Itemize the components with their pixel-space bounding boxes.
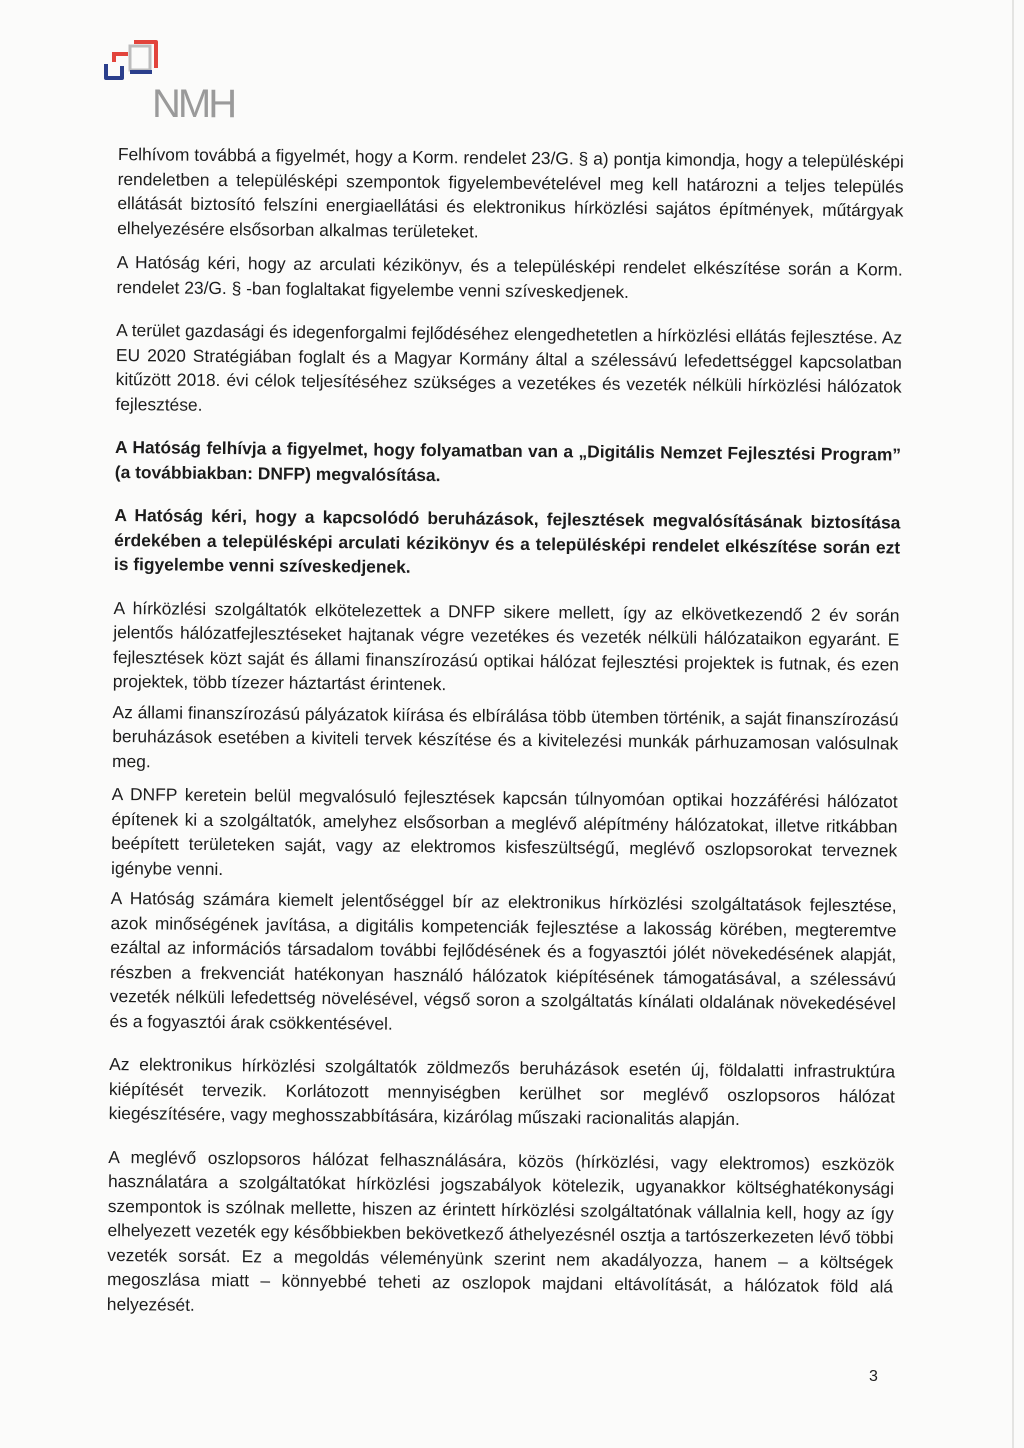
logo-gray-square [130,46,150,70]
document-body [107,142,904,1323]
paragraph-9: A Hatóság számára kiemelt jelentőséggel bír az elektronikus hírközlési szolgáltatások fejlesztése, azok minőségének javítása, a digitális kompetenciák fejlesztése a lakosság körében, megteremtve ezáltal az információs társadalom további fejlődésének és a fogyasztói jólét növekedésének alapját, részben a frekvenciát hatékonyan használó hálózatok kiépítésének támogatásával, a szélessávú vezeték nélküli lefedettség növelésével, végső soron a szolgáltatás kínálati oldalának növekedésével és a fogyasztói árak csökkentésével. [109,887,897,1034]
paragraph-10: Az elektronikus hírközlési szolgáltatók zöldmezős beruházások esetén új, földalatti infrastruktúra kiépítését tervezik. Korlátozott mennyiségben kerülhet sor meglévő oszlopsoros hálózat kiegészítésére, vagy meghosszabbítására, kizárólag műszaki racionalitás alapján. [108,1053,896,1130]
paragraph-2: A Hatóság kéri, hogy az arculati kézikönyv, és a településképi rendelet elkészítése során a Korm. rendelet 23/G. § -ban foglaltakat figyelembe venni szíveskedjenek. [116,251,903,302]
paragraph-11: A meglévő oszlopsoros hálózat felhasználására, közös (hírközlési, vagy elektromos) eszközök használatára a szolgáltatókat hírközlési jogszabályok kötelezik, ugyanakkor költséghatékonysági szempontok is szólnak mellette, hiszen az érintett hírközlési szolgáltatónak vállalnia kell, hogy az így elhelyezett vezeték egy későbbiekben bekövetkező áthelyezésnél osztja a tartószerkezeten lévő többi vezeték sorsát. Ez a megoldás véleményünk szerint nem akadályozza, hanem – a költségek megoszlása miatt – könnyebbé teheti az oszlopok majdani eltávolítását, a hálózatok föld alá helyezését. [106,1146,895,1315]
logo-red-bracket [114,54,128,62]
scan-edge [1012,0,1014,1448]
paragraph-5-bold: A Hatóság kéri, hogy a kapcsolódó beruházások, fejlesztések megvalósításának biztosítása érdekében a településképi arculati kézikönyv és a településképi rendelet elkészítése során ezt is figyelembe venni szíveskedjenek. [113,504,901,577]
paragraph-6: A hírközlési szolgáltatók elkötelezettek a DNFP sikere mellett, így az elkövetkezendő 2 év során jelentős hálózatfejlesztéseket hajtanak végre vezetékes és vezeték nélküli hálózataikon egyaránt. E fejlesztések közt saját és állami finanszírozású optikai hálózat fejlesztési projektek is futnak, és ezen projektek, több tízezer háztartást érintenek. [112,597,900,695]
paragraph-1: Felhívom továbbá a figyelmét, hogy a Korm. rendelet 23/G. § a) pontja kimondja, hogy a településképi rendeletben a településképi szempontok figyelembevételével meg kell határozni a teljes település ellátását biztosító felszíni energiaellátási és elektronikus hírközlési sajátos építmények, műtárgyak elhelyezésére elsősorban alkalmas területeket. [117,143,904,241]
paragraph-7: Az állami finanszírozású pályázatok kiírása és elbírálása több ütemben történik, a saját finanszírozású beruházások esetében a kiviteli tervek készítése és a kivitelezési munkák párhuzamosan valósulnak meg. [111,701,899,771]
logo-blue-square [106,64,122,78]
logo-text: NMH [152,82,235,126]
page-number: 3 [869,1368,878,1385]
paragraph-8: A DNFP keretein belül megvalósuló fejlesztések kapcsán túlnyomóan optikai hozzáférési hálózatot építenek ki a szolgáltatók, amelyhez elsősorban a meglévő alépítmény hálózatokat, illetve ritkábban beépített területeken saját, vagy az elektromos kisfeszültségű, meglévő oszlopsorokat terveznek igénybe venni. [110,783,898,879]
paragraph-3: A terület gazdasági és idegenforgalmi fejlődéséhez elengedhetetlen a hírközlési ellátás fejlesztése. Az EU 2020 Stratégiában foglalt és a Magyar Kormány által a szélessávú lefedettséggel kapcsolatban kitűzött 2018. évi célok teljesítéséhez szükséges a vezetékes és vezeték nélküli hírközlési hálózatok fejlesztése. [115,319,903,415]
nmh-logo [100,36,260,126]
paragraph-4-bold: A Hatóság felhívja a figyelmet, hogy folyamatban van a „Digitális Nemzet Fejlesztési Program” (a továbbiakban: DNFP) megvalósítása. [114,436,902,485]
